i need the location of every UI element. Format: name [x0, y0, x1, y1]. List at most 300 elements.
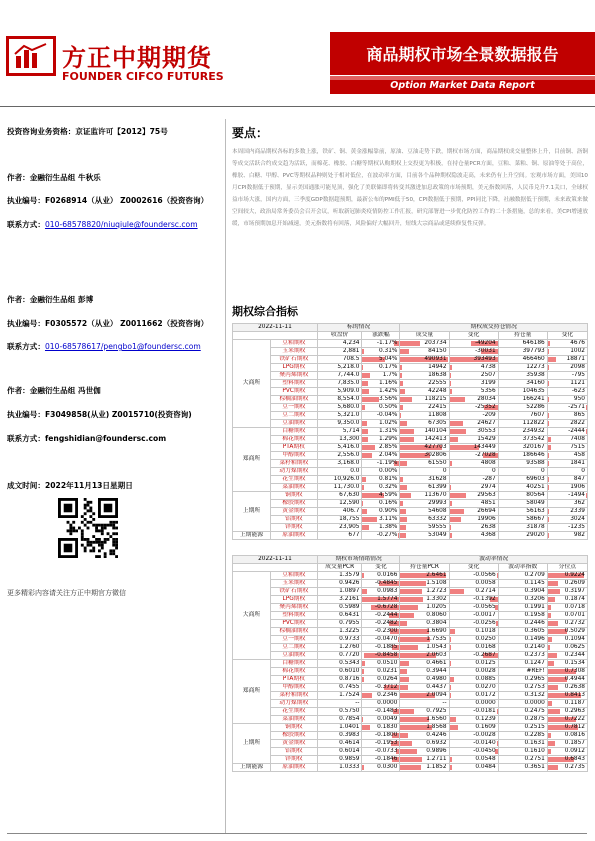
cell-text: 3.2161 — [339, 596, 360, 602]
cell-value — [400, 700, 449, 708]
author-line — [7, 480, 133, 491]
cell-text: 1121 — [570, 380, 585, 386]
data-bar — [400, 741, 412, 746]
cell-value — [362, 500, 400, 508]
cell-value — [317, 468, 362, 476]
data-bar — [450, 685, 451, 690]
qr-caption: 更多精彩内容请关注方正中期官方微信 — [7, 589, 126, 597]
cell-text: 1.7% — [382, 372, 398, 378]
data-bar — [548, 365, 549, 370]
cell-text: 0.4944 — [564, 676, 585, 682]
data-bar — [450, 389, 453, 394]
cell-text: 61399 — [428, 484, 447, 490]
data-bar — [450, 589, 464, 594]
cell-value — [498, 756, 547, 764]
cell-value — [362, 644, 400, 652]
table-row — [233, 404, 588, 412]
cell-text: 0.2285 — [524, 732, 545, 738]
cell-value — [362, 340, 400, 348]
cell-value — [362, 452, 400, 460]
report-title: 商品期权市场全景数据报告 — [366, 45, 559, 64]
data-bar — [548, 765, 559, 770]
data-bar — [400, 501, 403, 506]
cell-text: 0.0000 — [475, 700, 496, 706]
data-bar — [362, 669, 363, 674]
cell-text: 1.42% — [379, 388, 398, 394]
product-name: 玉米期权 — [270, 348, 317, 356]
cell-value — [400, 444, 449, 452]
group-header: 期权成交持仓情况 — [400, 324, 588, 332]
cell-text: 0.4614 — [339, 740, 360, 746]
data-bar — [548, 653, 557, 658]
data-bar — [400, 373, 402, 378]
data-bar — [548, 685, 558, 690]
product-name: 动力煤期权 — [270, 700, 317, 708]
cell-text: 0.1247 — [524, 660, 545, 666]
author-line-text: 执业编号：F0305572（从业） Z0011662（投资咨询） — [7, 319, 209, 328]
cell-value — [547, 484, 587, 492]
cell-text: 0.0000 — [524, 700, 545, 706]
cell-value — [449, 508, 498, 516]
cell-value — [547, 460, 587, 468]
product-name: 甲醇期权 — [270, 684, 317, 692]
cell-text: 0.2965 — [524, 676, 545, 682]
cell-value — [498, 476, 547, 484]
cell-text: 113670 — [424, 492, 447, 498]
product-name: 聚丙烯期权 — [270, 372, 317, 380]
cell-value — [317, 676, 362, 684]
cell-value — [449, 660, 498, 668]
table-row — [233, 356, 588, 364]
cell-text: 0.90% — [379, 508, 398, 514]
table-row — [233, 692, 588, 700]
data-bar — [362, 397, 378, 402]
product-name: 豆一期权 — [270, 404, 317, 412]
product-name: 棕榈油期权 — [270, 628, 317, 636]
cell-value — [362, 508, 400, 516]
cell-value — [362, 740, 400, 748]
cell-value — [362, 444, 400, 452]
cell-value — [317, 340, 362, 348]
cell-text: 0.1018 — [475, 628, 496, 634]
product-name: PVC期权 — [270, 620, 317, 628]
column-header: 变化 — [449, 564, 498, 572]
cell-text: 142413 — [424, 436, 447, 442]
exchange-name: 郑商所 — [233, 428, 271, 492]
author-line — [7, 385, 101, 396]
cell-text: 0.7812 — [564, 724, 585, 730]
table-row — [233, 428, 588, 436]
product-name: 铜期权 — [270, 724, 317, 732]
cell-value — [449, 356, 498, 364]
cell-value — [498, 628, 547, 636]
report-subtitle: Option Market Data Report — [390, 80, 535, 91]
cell-text: 2098 — [570, 364, 585, 370]
cell-value — [449, 412, 498, 420]
cell-value — [362, 412, 400, 420]
cell-text: 0.6014 — [339, 748, 360, 754]
table-row — [233, 372, 588, 380]
data-bar — [548, 709, 560, 714]
cell-text: 0.9859 — [339, 756, 360, 762]
cell-text: -0.0181 — [473, 708, 496, 714]
cell-value — [498, 508, 547, 516]
product-name: 锌期权 — [270, 524, 317, 532]
cell-value — [449, 380, 498, 388]
table-row — [233, 612, 588, 620]
data-bar — [548, 637, 552, 642]
cell-text: 2.0603 — [426, 652, 447, 658]
cell-value — [362, 380, 400, 388]
cell-value — [317, 516, 362, 524]
cell-value — [362, 428, 400, 436]
cell-text: 0.0983 — [377, 588, 398, 594]
cell-value — [317, 628, 362, 636]
cell-text: 0.2638 — [564, 684, 585, 690]
cell-value — [362, 356, 400, 364]
cell-text: 0 — [491, 468, 496, 474]
cell-value — [362, 532, 400, 540]
cell-value — [317, 452, 362, 460]
cell-text: 0.0 — [350, 468, 360, 474]
cell-value — [498, 532, 547, 540]
cell-value — [400, 404, 449, 412]
cell-value — [400, 596, 449, 604]
data-bar — [400, 461, 406, 466]
cell-text: 0.6843 — [564, 756, 585, 762]
cell-text: 0.1239 — [475, 716, 496, 722]
cell-text: 0.2963 — [564, 708, 585, 714]
column-header: 分位点 — [547, 564, 587, 572]
data-bar — [362, 501, 363, 506]
cell-text: 40251 — [526, 484, 545, 490]
cell-text: 0.9426 — [339, 580, 360, 586]
cell-text: -0.8458 — [375, 652, 398, 658]
cell-text: 2.85% — [379, 444, 398, 450]
cell-value — [498, 612, 547, 620]
cell-text: 1.7535 — [426, 636, 447, 642]
cell-value — [449, 388, 498, 396]
cell-text: -0.0140 — [473, 740, 496, 746]
cell-value — [498, 740, 547, 748]
cell-text: 67305 — [428, 420, 447, 426]
cell-value — [498, 692, 547, 700]
wechat-qr-code — [58, 498, 118, 558]
data-bar — [548, 437, 552, 442]
cell-value — [317, 700, 362, 708]
cell-text: 2.0094 — [426, 692, 447, 698]
cell-text: 203734 — [424, 340, 447, 346]
product-name: PTA期权 — [270, 444, 317, 452]
cell-text: 0.6431 — [339, 612, 360, 618]
cell-value — [498, 604, 547, 612]
cell-value — [317, 388, 362, 396]
cell-value — [498, 732, 547, 740]
cell-value — [449, 676, 498, 684]
cell-value — [547, 404, 587, 412]
cell-value — [362, 596, 400, 604]
cell-text: 0.81% — [379, 476, 398, 482]
cell-text: 1.8568 — [426, 724, 447, 730]
cell-text: 42248 — [428, 388, 447, 394]
cell-text: 1906 — [570, 484, 585, 490]
cell-value — [400, 364, 449, 372]
cell-text: 34160 — [526, 380, 545, 386]
cell-text: 104635 — [522, 388, 545, 394]
product-name: 菜籽粕期权 — [270, 692, 317, 700]
data-bar — [450, 429, 467, 434]
cell-text: 24627 — [477, 420, 496, 426]
cell-text: 4676 — [570, 340, 585, 346]
cell-value — [317, 412, 362, 420]
cell-value — [400, 412, 449, 420]
cell-text: -1.17% — [376, 340, 398, 346]
cell-text: 7408 — [570, 436, 585, 442]
data-bar — [362, 589, 366, 594]
cell-text: 0.17% — [379, 364, 398, 370]
cell-text: -209 — [482, 412, 496, 418]
cell-value — [362, 716, 400, 724]
cell-text: 0.0000 — [377, 700, 398, 706]
cell-value — [498, 588, 547, 596]
cell-text: 93588 — [526, 460, 545, 466]
cell-text: 0.6010 — [339, 668, 360, 674]
cell-value — [400, 652, 449, 660]
cell-value — [547, 340, 587, 348]
data-bar — [548, 613, 551, 618]
cell-value — [498, 660, 547, 668]
cell-text: 0.3651 — [524, 764, 545, 770]
cell-text: 0.1991 — [524, 604, 545, 610]
cell-value — [449, 684, 498, 692]
cell-value — [547, 652, 587, 660]
data-bar — [362, 381, 367, 386]
cell-value — [547, 668, 587, 676]
cell-text: 2.04% — [379, 452, 398, 458]
author-line — [7, 318, 208, 329]
cell-value — [362, 700, 400, 708]
cell-text: 982 — [573, 532, 585, 538]
cell-text: 0.3804 — [426, 620, 447, 626]
cell-text: 0.2709 — [524, 572, 545, 578]
cell-text: 1.0401 — [339, 724, 360, 730]
cell-text: 0.1145 — [524, 580, 545, 586]
cell-value — [317, 684, 362, 692]
product-name: 菜油期权 — [270, 716, 317, 724]
cell-text: -0.0028 — [473, 732, 496, 738]
data-bar — [362, 525, 368, 530]
cell-value — [449, 668, 498, 676]
cell-value — [317, 356, 362, 364]
cell-text: 1.0897 — [339, 588, 360, 594]
cell-text: 7607 — [529, 412, 545, 418]
cell-text: 373542 — [522, 436, 545, 442]
table-row — [233, 644, 588, 652]
cell-text: 4851 — [480, 500, 496, 506]
product-name: 甲醇期权 — [270, 452, 317, 460]
cell-value — [400, 484, 449, 492]
cell-value — [362, 668, 400, 676]
cell-value — [547, 532, 587, 540]
data-bar — [450, 637, 451, 642]
cell-text: 677 — [348, 532, 360, 538]
table-row — [233, 580, 588, 588]
cell-text: 63332 — [428, 516, 447, 522]
cell-value — [362, 436, 400, 444]
cell-value — [400, 692, 449, 700]
cell-text: -0.0017 — [473, 612, 496, 618]
cell-value — [449, 612, 498, 620]
cell-value — [400, 588, 449, 596]
table-row — [233, 668, 588, 676]
cell-text: 5,714 — [342, 428, 360, 434]
cell-text: 13,300 — [339, 436, 360, 442]
cell-text: #REF! — [526, 668, 545, 674]
cell-text: 1.6560 — [426, 716, 447, 722]
cell-text: -49204 — [475, 340, 496, 346]
contact-link[interactable]: 010-68578820/niuqiule@foundersc.com — [44, 220, 198, 229]
author-line-text: 作者：金融衍生品组 彭博 — [7, 295, 94, 304]
cell-text: 1.2711 — [426, 756, 447, 762]
cell-value — [547, 628, 587, 636]
column-header: 成交量PCR — [317, 564, 362, 572]
cell-text: 52286 — [526, 404, 545, 410]
author-line — [7, 126, 168, 137]
cell-value — [449, 740, 498, 748]
cell-value — [317, 644, 362, 652]
cell-value — [449, 492, 498, 500]
cell-text: 0.0264 — [377, 676, 398, 682]
cell-text: 0.3132 — [524, 692, 545, 698]
cell-value — [317, 756, 362, 764]
cell-value — [317, 524, 362, 532]
column-divider — [225, 119, 226, 834]
cell-value — [547, 756, 587, 764]
exchange-name: 上期能源 — [233, 532, 271, 540]
product-name: 黄金期权 — [270, 740, 317, 748]
table-date: 2022-11-11 — [233, 324, 318, 332]
data-bar — [450, 501, 453, 506]
table-row — [233, 396, 588, 404]
cell-text: 4368 — [480, 532, 496, 538]
exchange-name: 上期能源 — [233, 764, 271, 772]
table-row — [233, 500, 588, 508]
column-header: 持仓量 — [498, 332, 547, 340]
cell-value — [400, 756, 449, 764]
data-bar — [548, 701, 553, 706]
cell-text: 0.0028 — [475, 668, 496, 674]
cell-value — [547, 636, 587, 644]
table-row — [233, 636, 588, 644]
cell-value — [400, 460, 449, 468]
cell-value — [317, 596, 362, 604]
data-bar — [400, 485, 406, 490]
data-bar — [362, 573, 364, 578]
cell-text: 8,554.0 — [337, 396, 360, 402]
product-name: 原油期权 — [270, 532, 317, 540]
cell-value — [317, 428, 362, 436]
cell-value — [547, 516, 587, 524]
cell-value — [547, 748, 587, 756]
cell-text: 393493 — [473, 356, 496, 362]
data-bar — [362, 365, 363, 370]
cell-text: 0.50% — [379, 404, 398, 410]
data-bar — [400, 685, 408, 690]
product-name: PTA期权 — [270, 676, 317, 684]
cell-value — [449, 516, 498, 524]
cell-value — [400, 468, 449, 476]
summary-heading: 要点： — [232, 126, 269, 140]
author-line-text: 作者：金融衍生品组 冯世伽 — [7, 386, 101, 395]
cell-value — [498, 764, 547, 772]
data-bar — [362, 437, 368, 442]
table-heading: 期权综合指标 — [232, 305, 298, 318]
exchange-name: 上期所 — [233, 724, 271, 764]
header-blank — [233, 564, 318, 572]
table-row — [233, 340, 588, 348]
column-header: 持仓量PCR — [400, 564, 449, 572]
cell-value — [498, 668, 547, 676]
table-row — [233, 436, 588, 444]
contact-link[interactable]: 010-68578617/pengbo1@foundersc.com — [44, 342, 201, 351]
table-row — [233, 588, 588, 596]
product-name: 菜油期权 — [270, 484, 317, 492]
product-name: 塑料期权 — [270, 612, 317, 620]
cell-value — [498, 420, 547, 428]
data-bar — [450, 717, 457, 722]
cell-value — [547, 740, 587, 748]
data-bar — [362, 405, 364, 410]
cell-value — [547, 764, 587, 772]
cell-text: 84150 — [428, 348, 447, 354]
data-bar — [450, 461, 452, 466]
author-line-text: 联系方式：fengshidian@foundersc.com — [7, 434, 167, 443]
cell-value — [362, 732, 400, 740]
cell-text: 0.16% — [379, 500, 398, 506]
cell-text: 0.0231 — [377, 668, 398, 674]
cell-text: 0.2446 — [524, 620, 545, 626]
cell-text: -0.6728 — [375, 604, 398, 610]
cell-text: 0.0548 — [475, 756, 496, 762]
cell-value — [317, 372, 362, 380]
cell-value — [449, 652, 498, 660]
cell-value — [547, 708, 587, 716]
cell-text: -30031 — [475, 348, 496, 354]
cell-text: -0.27% — [376, 532, 398, 538]
cell-value — [317, 668, 362, 676]
cell-value — [449, 340, 498, 348]
footer-rule — [7, 833, 587, 834]
cell-text: 708.5 — [342, 356, 360, 362]
cell-text: -0.2444 — [375, 612, 398, 618]
cell-value — [400, 716, 449, 724]
cell-text: -0.0733 — [375, 748, 398, 754]
cell-value — [400, 676, 449, 684]
cell-value — [400, 724, 449, 732]
cell-text: 58667 — [526, 516, 545, 522]
product-name: 铁矿石期权 — [270, 356, 317, 364]
data-bar — [400, 749, 417, 754]
data-bar — [400, 677, 409, 682]
cell-value — [400, 580, 449, 588]
cell-text: 320167 — [522, 444, 545, 450]
data-bar — [400, 669, 407, 674]
cell-value — [400, 668, 449, 676]
data-bar — [450, 373, 451, 378]
cell-value — [400, 452, 449, 460]
author-line-text: 联系方式： — [7, 342, 45, 351]
group-header: 期权市场情绪情况 — [317, 556, 400, 564]
